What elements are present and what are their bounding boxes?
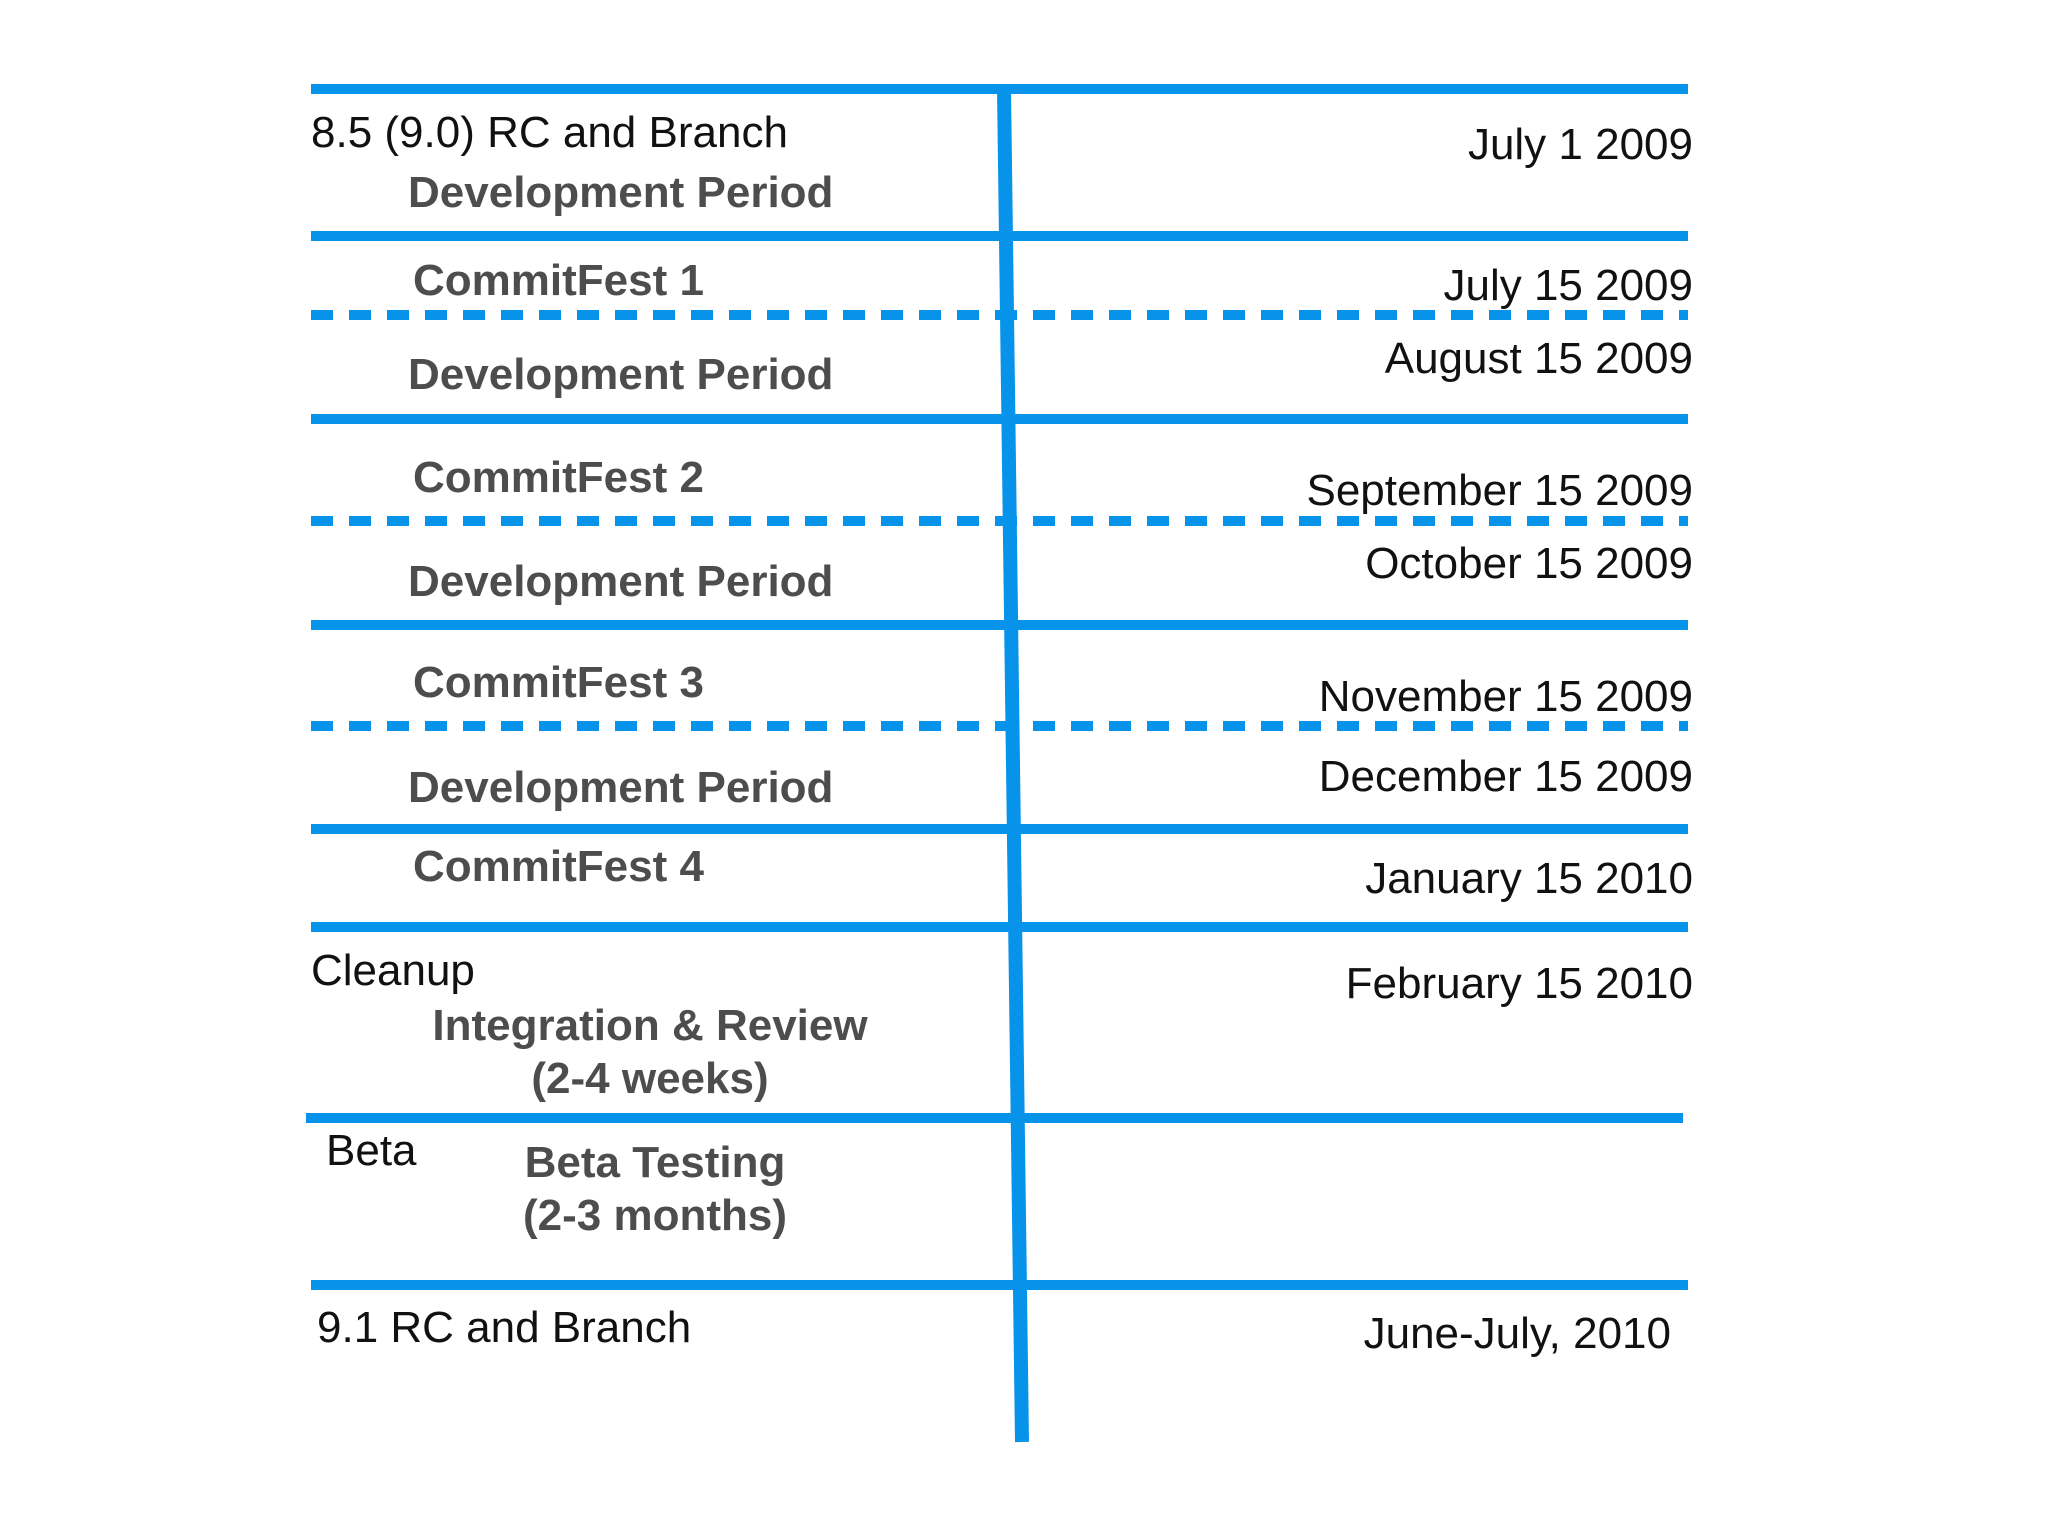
integration-review-block [410, 1001, 890, 1103]
date-label: November 15 2009 [1318, 672, 1693, 721]
beta-testing-duration: (2-3 months) [523, 1191, 787, 1240]
development-period-2: Development Period [408, 350, 834, 399]
development-period-3: Development Period [408, 557, 834, 606]
integration-review-label: Integration & Review [432, 1001, 868, 1050]
commitfest-2: CommitFest 2 [413, 453, 704, 502]
date-label: September 15 2009 [1306, 466, 1693, 515]
development-period-1: Development Period [408, 168, 834, 217]
date-label: June-July, 2010 [1363, 1309, 1671, 1358]
date-label: January 15 2010 [1365, 854, 1693, 903]
commitfest-1: CommitFest 1 [413, 256, 704, 305]
milestone-start-label: 8.5 (9.0) RC and Branch [311, 108, 788, 157]
milestone-end-label: 9.1 RC and Branch [317, 1303, 692, 1352]
commitfest-3: CommitFest 3 [413, 658, 704, 707]
date-label: December 15 2009 [1318, 752, 1693, 801]
beta-testing-block [480, 1138, 830, 1240]
milestone-cleanup-label: Cleanup [311, 946, 475, 995]
integration-review-duration: (2-4 weeks) [531, 1054, 769, 1103]
development-period-4: Development Period [408, 763, 834, 812]
date-label: February 15 2010 [1345, 959, 1693, 1008]
milestone-beta-label: Beta [326, 1126, 417, 1175]
date-label: October 15 2009 [1365, 539, 1693, 588]
date-label: July 1 2009 [1467, 120, 1693, 169]
date-label: July 15 2009 [1443, 261, 1693, 310]
date-label: August 15 2009 [1384, 334, 1693, 383]
beta-testing-label: Beta Testing [524, 1138, 786, 1187]
commitfest-4: CommitFest 4 [413, 842, 704, 891]
vertical-timeline-axis [1004, 89, 1022, 1442]
